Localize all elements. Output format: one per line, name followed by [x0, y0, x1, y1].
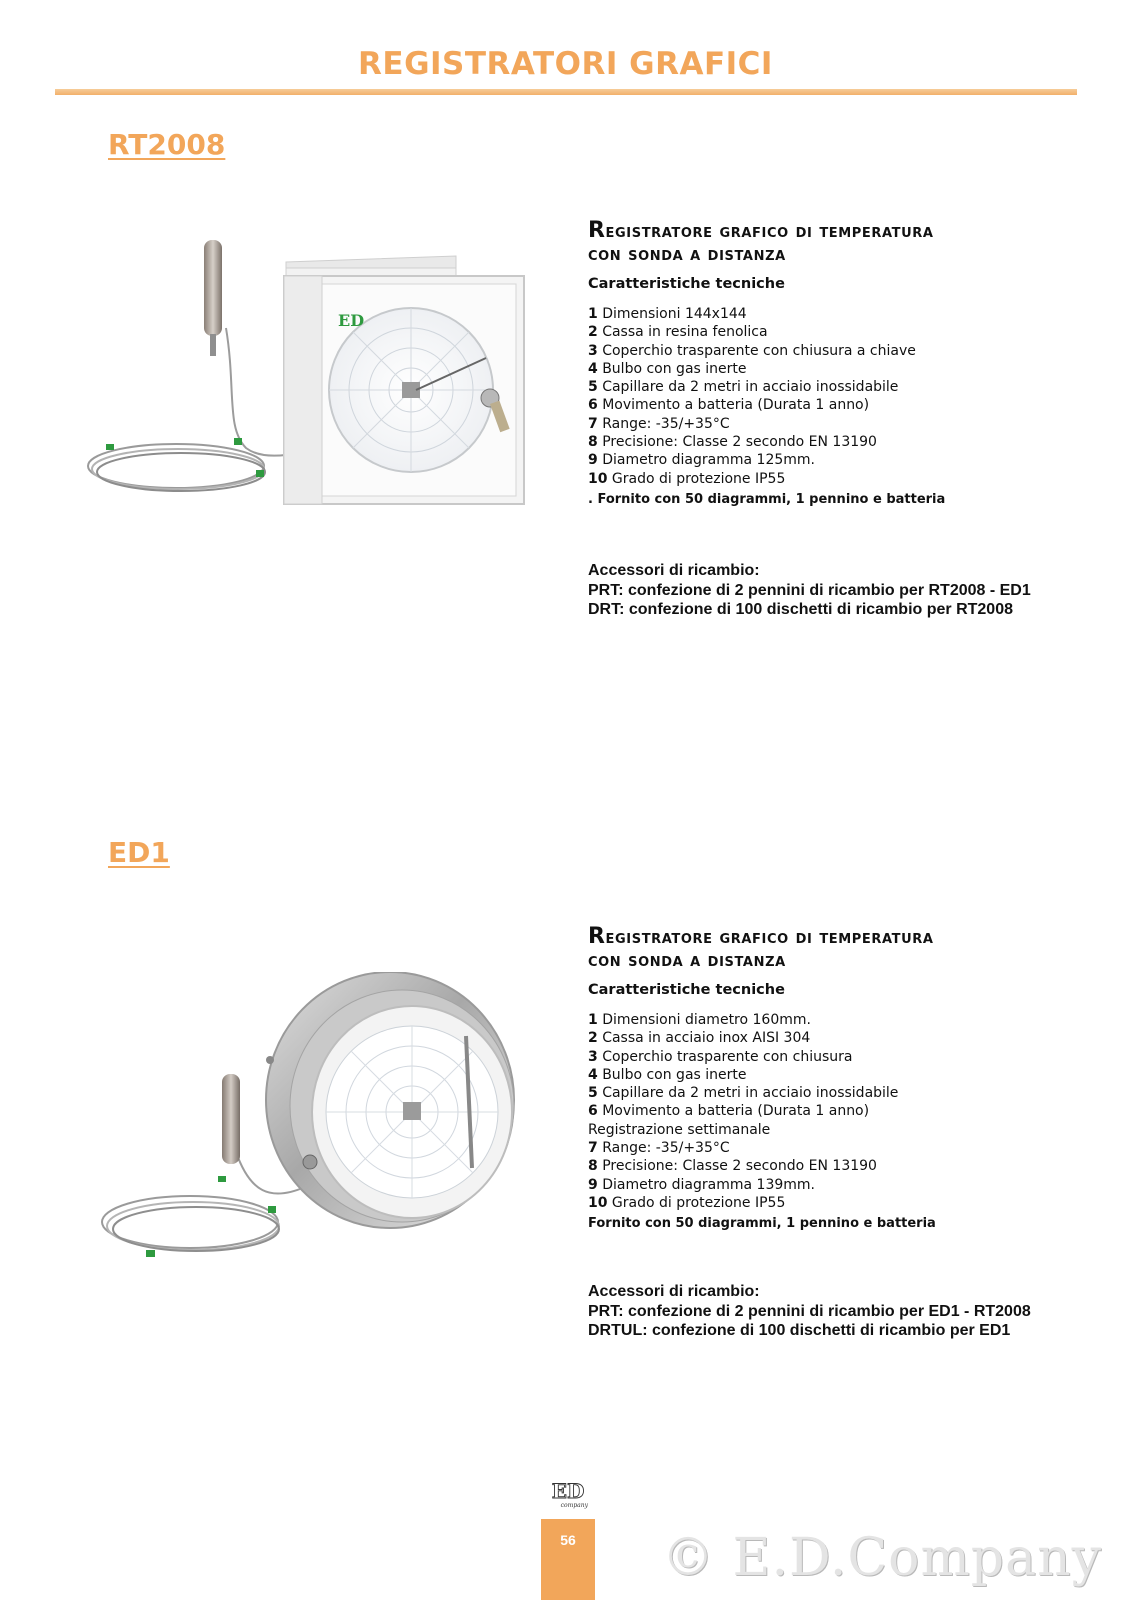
ed1-accessories [588, 1282, 1031, 1341]
title-rule [55, 89, 1077, 95]
feature-item [588, 1139, 1088, 1157]
feature-number: 8 [588, 434, 598, 451]
heading-line-1: Registratore grafico di temperatura [588, 218, 934, 243]
ed-logo-green: ED [338, 311, 365, 330]
ed1-supplied-note: Fornito con 50 diagrammi, 1 pennino e batteria [588, 1216, 936, 1232]
feature-number: 9 [588, 452, 598, 469]
product-code-rt2008: RT2008 [108, 128, 226, 161]
feature-number: 4 [588, 1066, 598, 1083]
feature-text: Range: -35/+35°C [597, 415, 730, 432]
feature-text: Dimensioni 144x144 [597, 306, 747, 322]
ed-company-logo [546, 1479, 590, 1509]
feature-number: 5 [588, 379, 598, 396]
feature-number: 9 [588, 1176, 598, 1193]
feature-text: Dimensioni diametro 160mm. [597, 1012, 811, 1028]
feature-number: 6 [588, 397, 598, 414]
rt2008-accessories [588, 561, 1031, 620]
feature-item [588, 1194, 1088, 1212]
accessory-item: DRT: confezione di 100 dischetti di ricambio per RT2008 [588, 601, 1013, 618]
feature-item [588, 1048, 1088, 1066]
copyright-watermark: © E.D.Company [662, 1528, 1102, 1588]
rt2008-supplied-note: . Fornito con 50 diagrammi, 1 pennino e batteria [588, 491, 946, 507]
feature-number: 7 [588, 1140, 598, 1157]
feature-number: 2 [588, 1030, 598, 1047]
page-number: 56 [541, 1519, 595, 1600]
rt2008-specs [588, 219, 1088, 507]
rt2008-subheading: Caratteristiche tecniche [588, 276, 785, 292]
feature-item [588, 1176, 1088, 1194]
feature-text: Capillare da 2 metri in acciaio inossidabile [597, 379, 899, 396]
feature-item [588, 360, 1088, 378]
feature-text: Movimento a batteria (Durata 1 anno) [597, 397, 870, 414]
feature-number: 1 [588, 1012, 598, 1028]
feature-text: Capillare da 2 metri in acciaio inossidabile [597, 1085, 899, 1102]
feature-item [588, 1084, 1088, 1102]
ed1-specs [588, 925, 1088, 1231]
feature-item [588, 415, 1088, 433]
feature-item [588, 342, 1088, 360]
feature-text: Diametro diagramma 139mm. [597, 1176, 815, 1193]
feature-item [588, 323, 1088, 341]
accessory-item: PRT: confezione di 2 pennini di ricambio per RT2008 - ED1 [588, 581, 1031, 599]
accessories-title: Accessori di ricambio: [588, 562, 760, 579]
feature-text: Precisione: Classe 2 secondo EN 13190 [597, 1158, 877, 1175]
heading-line-2: con sonda a distanza [588, 950, 786, 971]
rt2008-feature-list [588, 305, 1088, 488]
feature-number: 10 [588, 470, 608, 487]
feature-number: 2 [588, 324, 598, 341]
feature-text: Grado di protezione IP55 [607, 470, 786, 487]
feature-number: 7 [588, 415, 598, 432]
feature-item [588, 451, 1088, 469]
feature-number: 6 [588, 1103, 598, 1120]
feature-item [588, 1011, 1088, 1029]
feature-number: 5 [588, 1085, 598, 1102]
accessory-item: PRT: confezione di 2 pennini di ricambio per ED1 - RT2008 [588, 1302, 1031, 1320]
feature-text: Movimento a batteria (Durata 1 anno) [597, 1103, 870, 1120]
feature-item [588, 1102, 1088, 1120]
feature-text: Range: -35/+35°C [597, 1140, 730, 1157]
feature-item [588, 378, 1088, 396]
heading-line-1: Registratore grafico di temperatura [588, 924, 934, 949]
page-title: REGISTRATORI GRAFICI [358, 46, 773, 82]
feature-item [588, 1121, 1088, 1139]
ed1-subheading: Caratteristiche tecniche [588, 982, 785, 998]
feature-item [588, 433, 1088, 451]
feature-number: 4 [588, 360, 598, 377]
feature-text: Registrazione settimanale [588, 1121, 771, 1138]
feature-text: Precisione: Classe 2 secondo EN 13190 [597, 434, 877, 451]
feature-text: Coperchio trasparente con chiusura [597, 1048, 853, 1065]
feature-text: Cassa in resina fenolica [597, 324, 768, 341]
feature-text: Bulbo con gas inerte [597, 360, 747, 377]
feature-text: Cassa in acciaio inox AISI 304 [597, 1030, 811, 1047]
feature-text: Bulbo con gas inerte [597, 1066, 747, 1083]
feature-item [588, 1066, 1088, 1084]
accessories-title: Accessori di ricambio: [588, 1283, 760, 1300]
feature-number: 10 [588, 1194, 608, 1211]
feature-text: Coperchio trasparente con chiusura a chiave [597, 342, 916, 359]
rt2008-heading [588, 219, 1088, 266]
ed1-product-image [100, 972, 540, 1284]
product-code-ed1: ED1 [108, 836, 170, 869]
feature-number: 3 [588, 1048, 598, 1065]
logo-mark: ED [551, 1479, 585, 1503]
feature-item [588, 470, 1088, 488]
feature-text: Grado di protezione IP55 [607, 1194, 786, 1211]
feature-text: Diametro diagramma 125mm. [597, 452, 815, 469]
logo-sub: company [560, 1502, 588, 1509]
rt2008-product-image [86, 238, 526, 518]
feature-number: 8 [588, 1158, 598, 1175]
feature-number: 1 [588, 306, 598, 322]
ed1-heading [588, 925, 1088, 972]
feature-item [588, 1029, 1088, 1047]
feature-number: 3 [588, 342, 598, 359]
feature-item [588, 396, 1088, 414]
feature-item [588, 305, 1088, 323]
feature-item [588, 1157, 1088, 1175]
heading-line-2: con sonda a distanza [588, 244, 786, 265]
accessory-item: DRTUL: confezione di 100 dischetti di ricambio per ED1 [588, 1322, 1011, 1339]
ed1-feature-list [588, 1011, 1088, 1212]
